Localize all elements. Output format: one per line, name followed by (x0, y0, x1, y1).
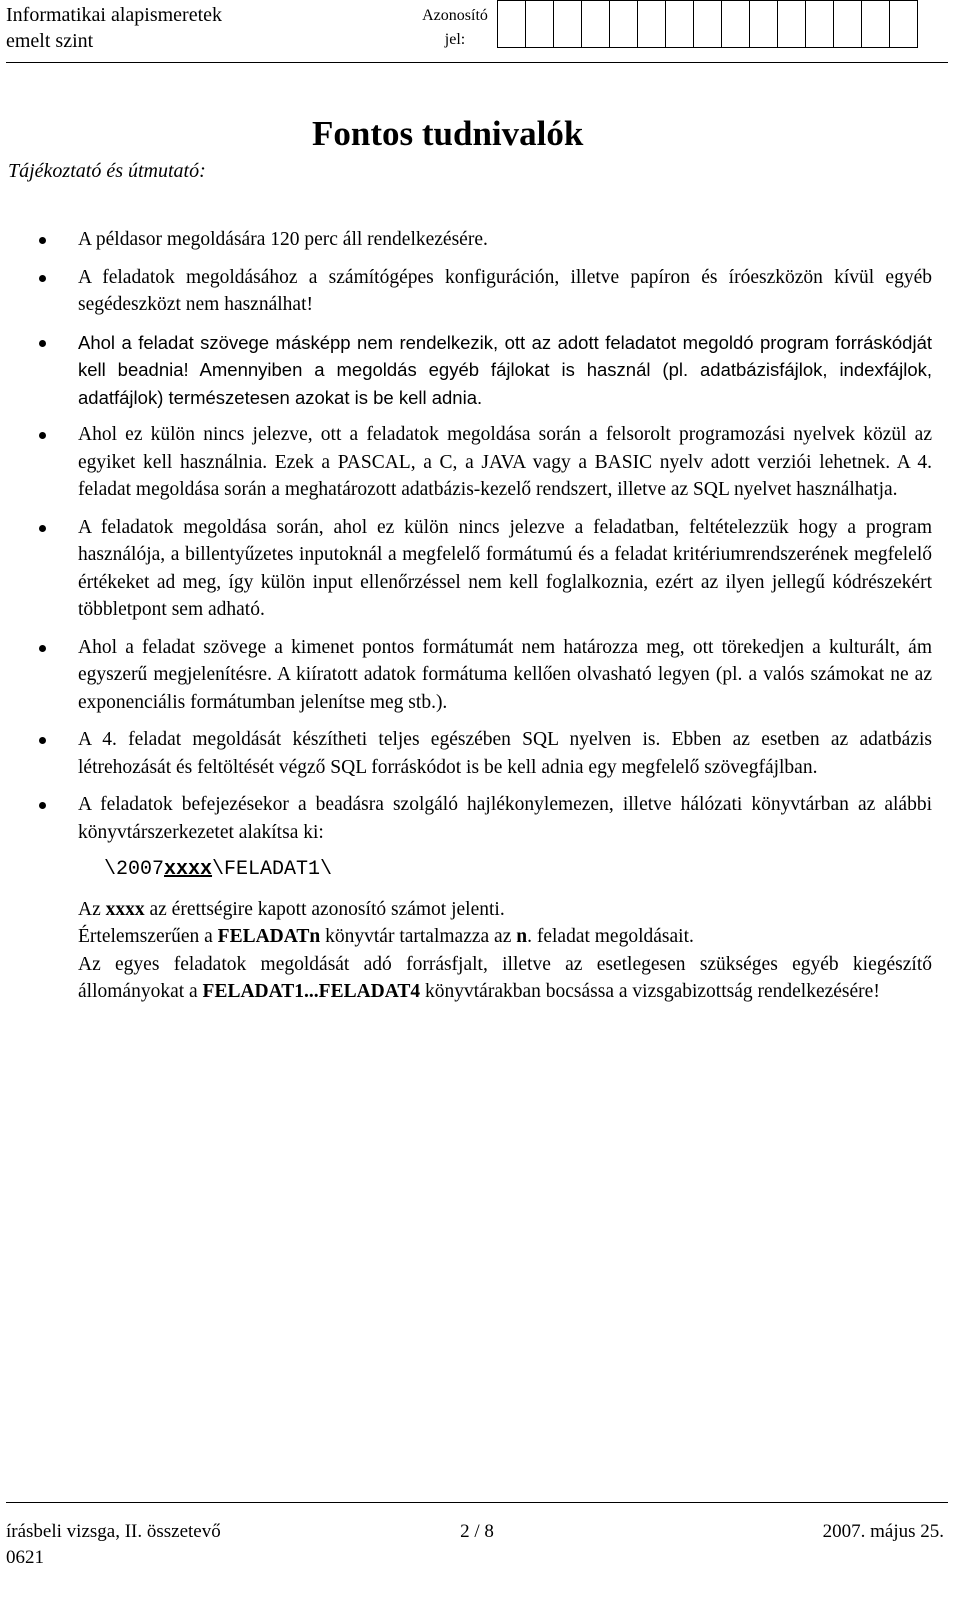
bullet-icon (39, 802, 46, 809)
id-digit-box (833, 0, 862, 48)
list-item: A 4. feladat megoldását készítheti teljes egészében SQL nyelven is. Ebben az esetben az adatbázis létrehozását és feltöltését végző SQL forráskódot is be kell adnia egy megfelelő szövegfájlban. (28, 726, 932, 781)
id-digit-box (665, 0, 694, 48)
exam-label: írásbeli vizsga, II. összetevő (6, 1521, 221, 1542)
exam-date: 2007. május 25. (822, 1521, 944, 1542)
list-item: Ahol a feladat szövege másképp nem rendelkezik, ott az adott feladatot megoldó program forráskódját kell beadnia! Amennyiben a megoldás egyéb fájlokat is használ (pl. adatbázisfájlok, indexfájlok, adatfájlok) természetesen azokat is be kell adnia. (28, 329, 932, 412)
directory-notes (28, 896, 932, 1006)
exam-code: 0621 (6, 1547, 44, 1568)
footer-rule (6, 1502, 948, 1503)
id-digit-box (525, 0, 554, 48)
id-digit-box (609, 0, 638, 48)
bullet-icon (39, 525, 46, 532)
bullet-icon (39, 275, 46, 282)
level-line: emelt szint (6, 30, 94, 52)
id-label-line: jel: (444, 31, 466, 48)
id-label (414, 4, 496, 52)
id-digit-box (749, 0, 778, 48)
id-digit-box (721, 0, 750, 48)
id-label-line: Azonosító (422, 7, 488, 24)
id-digit-box (581, 0, 610, 48)
list-item: A példasor megoldására 120 perc áll rendelkezésére. (28, 226, 932, 254)
list-item: A feladatok megoldásához a számítógépes konfiguráción, illetve papíron és íróeszközön kívül egyéb segédeszközt nem használhat! (28, 264, 932, 319)
list-item: Ahol a feladat szövege a kimenet pontos formátumát nem határozza meg, ott törekedjen a kulturált, ám egyszerű megjelenítésre. A kiíratott adatok formátuma kellően olvasható legyen (pl. a valós számokat ne az exponenciális formátumban jelenítse meg stb.). (28, 634, 932, 717)
note-paragraph: Értelemszerűen a FELADATn könyvtár tartalmazza az n. feladat megoldásait. (78, 926, 694, 947)
bullet-icon (39, 737, 46, 744)
side-title: Tájékoztató és útmutató: (8, 160, 206, 182)
bullet-icon (39, 645, 46, 652)
note-paragraph: Az xxxx az érettségire kapott azonosító számot jelenti. (78, 898, 505, 920)
content (28, 226, 932, 1006)
bullet-list (28, 226, 932, 846)
directory-path: \2007xxxx\FELADAT1\ (104, 858, 333, 881)
id-digit-box (889, 0, 918, 48)
page-number: 2 / 8 (460, 1521, 494, 1542)
subject-label (6, 2, 222, 54)
bullet-icon (39, 432, 46, 439)
subject-line: Informatikai alapismeretek (6, 4, 223, 26)
id-digit-box (553, 0, 582, 48)
id-digit-box (805, 0, 834, 48)
list-item: A feladatok befejezésekor a beadásra szolgáló hajlékonylemezen, illetve hálózati könyvtárban az alábbi könyvtárszerkezetet alakítsa ki: (28, 791, 932, 846)
id-digit-box (777, 0, 806, 48)
id-digit-box (861, 0, 890, 48)
note-paragraph: Az egyes feladatok megoldását adó forrásfjalt, illetve az esetlegesen szükséges egyéb kiegészítő állományokat a FELADAT1...FELADAT4 könyvtárakban bocsássa a vizsgabizottság rendelkezésére! (78, 953, 932, 1002)
list-item: Ahol ez külön nincs jelezve, ott a feladatok megoldása során a felsorolt programozási nyelvek közül az egyiket kell használnia. Ezek a PASCAL, a C, a JAVA vagy a BASIC nyelv adott verziói lehetnek. A 4. feladat megoldása során a meghatározott adatbázis-kezelő rendszert, illetve az SQL nyelvet használhatja. (28, 421, 932, 504)
id-boxes (498, 0, 918, 48)
id-digit-box (693, 0, 722, 48)
list-item: A feladatok megoldása során, ahol ez külön nincs jelezve a feladatban, feltételezzük hogy a program használója, a billentyűzetes inputoknál a megfelelő formátumú és a feladat kritériumrendszerének megfelelő értékeket ad meg, így külön input ellenőrzéssel nem kell foglalkoznia, ezért az ilyen jellegű kódrészekért többletpont sem adható. (28, 514, 932, 624)
header-rule (6, 62, 948, 63)
page-header (6, 0, 950, 62)
page-title: Fontos tudnivalók (312, 114, 584, 153)
id-digit-box (637, 0, 666, 48)
bullet-icon (39, 340, 46, 347)
id-digit-box (497, 0, 526, 48)
bullet-icon (39, 237, 46, 244)
